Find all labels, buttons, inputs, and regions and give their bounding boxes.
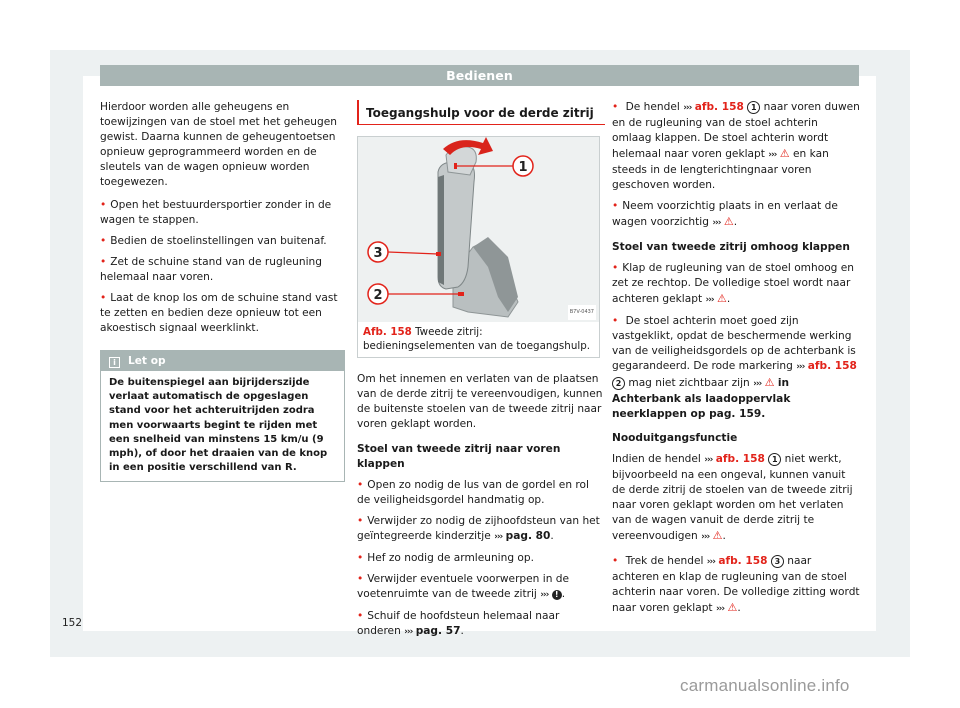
subheading: Stoel van tweede zitrij omhoog klappen bbox=[612, 241, 850, 253]
list-item: • Schuif de hoofdsteun helemaal naar onderen ››› pag. 57. bbox=[357, 609, 605, 640]
figure-caption bbox=[358, 322, 599, 357]
note-body: De buitenspiegel aan bijrijderszijde verlaat automatisch de opgeslagen stand voor het achteruitrijden zodra men voorwaarts begint te rijden met een snelheid van minstens 15 km/u (9 mph), of door het draaien van de knop in een positie verschillend van R. bbox=[109, 377, 328, 474]
callout-number: 1 bbox=[768, 453, 781, 466]
paragraph: Indien de hendel ››› afb. 158 1 niet werkt, bijvoorbeeld na een ongeval, kunnen vanuit de derde zitrij de stoelen van de tweede zitrij naar voren geklapt worden om het verlaten van de wagen vanuit de derde zitrij te vereenvoudigen ››› ⚠. bbox=[612, 453, 853, 542]
figure-code: B7V-0437 bbox=[568, 305, 596, 320]
page-ref-link[interactable]: in Achterbank als laadoppervlak neerklappen op pag. 159. bbox=[612, 377, 791, 420]
page-number: 152 bbox=[62, 617, 83, 629]
warning-icon[interactable]: ⚠ bbox=[727, 601, 738, 614]
svg-text:1: 1 bbox=[518, 160, 528, 175]
subheading: Nooduitgangsfunctie bbox=[612, 432, 738, 444]
caution-icon[interactable]: ! bbox=[552, 590, 562, 600]
section-title: Toegangshulp voor de derde zitrij bbox=[357, 100, 605, 125]
warning-icon[interactable]: ⚠ bbox=[712, 529, 723, 542]
list-item: • Laat de knop los om de schuine stand vast te zetten en bedien deze opnieuw tot een akoestisch signaal weerklinkt. bbox=[100, 291, 345, 336]
column-right bbox=[612, 100, 860, 623]
warning-icon[interactable]: ⚠ bbox=[779, 147, 790, 160]
list-item: • Open zo nodig de lus van de gordel en rol de veiligheidsgordel handmatig op. bbox=[357, 478, 605, 508]
list-item: • De stoel achterin moet goed zijn vastgeklikt, opdat de beschermende werking van de veiligheidsgordels op de achterbank is gegarandeerd. De rode markering ››› afb. 158 2 mag niet zichtbaar zijn ››› ⚠ in Achterbank als laadoppervlak neerklappen op pag. 159. bbox=[612, 314, 860, 422]
warning-icon[interactable]: ⚠ bbox=[764, 376, 775, 389]
callout-number: 1 bbox=[747, 101, 760, 114]
warning-icon[interactable]: ⚠ bbox=[717, 292, 727, 305]
list-item: • Klap de rugleuning van de stoel omhoog en zet ze rechtop. De volledige stoel wordt naar achteren geklapt ››› ⚠. bbox=[612, 261, 860, 308]
watermark: carmanualsonline.info bbox=[680, 676, 850, 695]
figure-ref-link[interactable]: afb. 158 bbox=[807, 360, 857, 372]
intro-paragraph: Om het innemen en verlaten van de plaatsen van de derde zitrij te vereenvoudigen, kunnen de buitenste stoelen van de tweede zitrij naar voren geklapt worden. bbox=[357, 373, 603, 430]
list-item: • De hendel ››› afb. 158 1 naar voren duwen en de rugleuning van de stoel achterin omlaag klappen. De stoel achterin wordt helemaal naar voren geklapt ››› ⚠ en kan steeds in de lengterichtingnaar voren geschoven worden. bbox=[612, 100, 860, 193]
list-item: • Neem voorzichtig plaats in en verlaat de wagen voorzichtig ››› ⚠. bbox=[612, 199, 860, 231]
column-left bbox=[100, 100, 345, 482]
svg-text:2: 2 bbox=[373, 288, 383, 303]
seat-diagram-icon bbox=[358, 137, 599, 322]
list-item: • Hef zo nodig de armleuning op. bbox=[357, 551, 605, 566]
figure-ref-link[interactable]: afb. 158 bbox=[715, 453, 765, 465]
list-item: • Open het bestuurdersportier zonder in de wagen te stappen. bbox=[100, 198, 345, 228]
figure-label: Afb. 158 bbox=[363, 326, 412, 338]
column-middle bbox=[357, 100, 605, 646]
list-item: • Bedien de stoelinstellingen van buitenaf. bbox=[100, 234, 345, 249]
callout-number: 2 bbox=[612, 377, 625, 390]
figure-ref-link[interactable]: afb. 158 bbox=[694, 101, 744, 113]
seat-illustration bbox=[358, 137, 599, 322]
subheading: Stoel van tweede zitrij naar voren klappen bbox=[357, 443, 561, 470]
warning-icon[interactable]: ⚠ bbox=[723, 215, 734, 228]
figure-ref-link[interactable]: afb. 158 bbox=[718, 555, 768, 567]
page-ref-link[interactable]: pag. 80 bbox=[505, 530, 551, 542]
list-item: • Trek de hendel ››› afb. 158 3 naar achteren en klap de rugleuning van de stoel achterin naar voren. De volledige zitting wordt naar voren geklapt ››› ⚠. bbox=[612, 554, 860, 617]
note-header bbox=[101, 351, 344, 371]
figure-158 bbox=[357, 136, 600, 358]
list-item: • Zet de schuine stand van de rugleuning helemaal naar voren. bbox=[100, 255, 345, 285]
list-item: • Verwijder zo nodig de zijhoofdsteun van het geïntegreerde kinderzitje ››› pag. 80. bbox=[357, 514, 605, 545]
svg-text:3: 3 bbox=[373, 246, 383, 261]
list-item: • Verwijder eventuele voorwerpen in de voetenruimte van de tweede zitrij ››› ! . bbox=[357, 572, 605, 603]
info-icon: i bbox=[109, 357, 120, 368]
figure-caption-text: Tweede zitrij: bedieningselementen van de toegangshulp. bbox=[363, 326, 591, 352]
chapter-header: Bedienen bbox=[100, 65, 859, 86]
intro-paragraph: Hierdoor worden alle geheugens en toewijzingen van de stoel met het geheugen gewist. Daarna kunnen de geheugentoetsen opnieuw geprogrammeerd worden en de sleutels van de wagen opnieuw worden toegewezen. bbox=[100, 101, 337, 188]
page-ref-link[interactable]: pag. 57 bbox=[415, 625, 461, 637]
note-box bbox=[100, 350, 345, 482]
note-title: Let op bbox=[128, 355, 166, 367]
callout-number: 3 bbox=[771, 555, 784, 568]
